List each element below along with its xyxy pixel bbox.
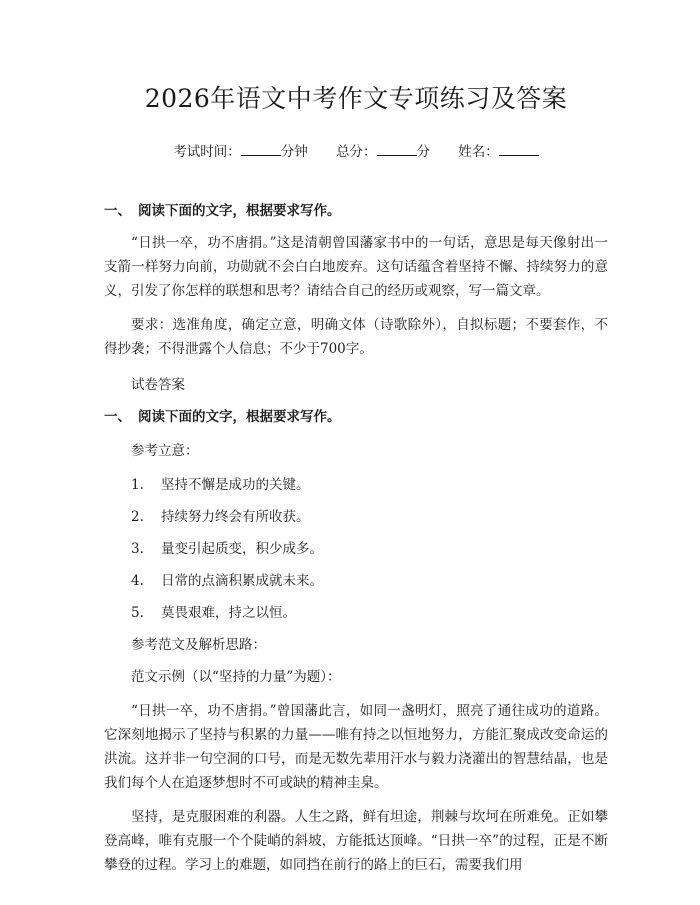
ideas-label: 参考立意： [131,443,199,459]
question-requirements: 要求：选准角度，确定立意，明确文体（诗歌除外），自拟标题；不要套作，不得抄袭；不得泄露个人信息；不少于700字。 [104,317,608,357]
idea-text: 日常的点滴积累成就未来。 [161,573,323,589]
score-unit: 分 [416,144,430,160]
idea-text: 持续努力终会有所收获。 [161,509,310,525]
answer-label: 试卷答案 [131,377,185,393]
idea-number: 4. [131,573,144,589]
time-blank [241,142,281,156]
idea-number: 2. [131,509,144,525]
idea-number: 1. [131,477,144,493]
score-field [336,142,430,161]
time-unit: 分钟 [280,144,308,160]
idea-text: 量变引起质变，积少成多。 [161,541,323,557]
idea-number: 3. [131,541,144,557]
idea-number: 5. [131,605,144,621]
name-blank [499,142,539,156]
score-blank [377,142,417,156]
score-label: 总分： [336,144,377,160]
question-heading-number: 一、 [104,203,131,219]
time-label: 考试时间： [173,144,241,160]
essay-paragraph: 坚持，是克服困难的利器。人生之路，鲜有坦途，荆棘与坎坷在所难免。正如攀登高峰，唯有克服一个个陡峭的斜坡，方能抵达顶峰。“日拱一卒”的过程，正是不断攀登的过程。学习上的难题，如同挡在前行的路上的巨石，需要我们用 [104,809,608,873]
question-heading-text: 阅读下面的文字，根据要求写作。 [138,203,341,219]
essay-paragraph: “日拱一卒，功不唐捐。”曾国藩此言，如同一盏明灯，照亮了通往成功的道路。它深刻地揭示了坚持与积累的力量——唯有持之以恒地努力，方能汇聚成改变命运的洪流。这并非一句空洞的口号，而是无数先辈用汗水与毅力浇灌出的智慧结晶，也是我们每个人在追逐梦想时不可或缺的精神圭臬。 [104,703,608,791]
name-label: 姓名： [458,144,499,160]
idea-item [104,475,608,495]
idea-item [104,603,608,623]
name-field [458,142,539,161]
time-field [173,142,308,161]
answer-heading-text: 阅读下面的文字，根据要求写作。 [138,409,341,425]
question-prompt: “日拱一卒，功不唐捐。”这是清朝曾国藩家书中的一句话，意思是每天像射出一支箭一样努力向前，功勋就不会白白地废弃。这句话蕴含着坚持不懈、持续努力的意义，引发了你怎样的联想和思考？请结合自己的经历或观察，写一篇文章。 [104,235,608,299]
sample-label: 参考范文及解析思路： [131,637,266,653]
sample-title: 范文示例（以“坚持的力量”为题）： [131,669,341,685]
idea-item [104,571,608,591]
answer-heading-number: 一、 [104,409,131,425]
idea-item [104,539,608,559]
exam-meta [104,142,608,161]
idea-text: 莫畏艰难，持之以恒。 [161,605,296,621]
idea-text: 坚持不懈是成功的关键。 [161,477,310,493]
idea-item [104,507,608,527]
answer-heading [104,407,608,427]
page-title: 2026年语文中考作文专项练习及答案 [144,84,568,113]
question-heading [104,201,608,221]
